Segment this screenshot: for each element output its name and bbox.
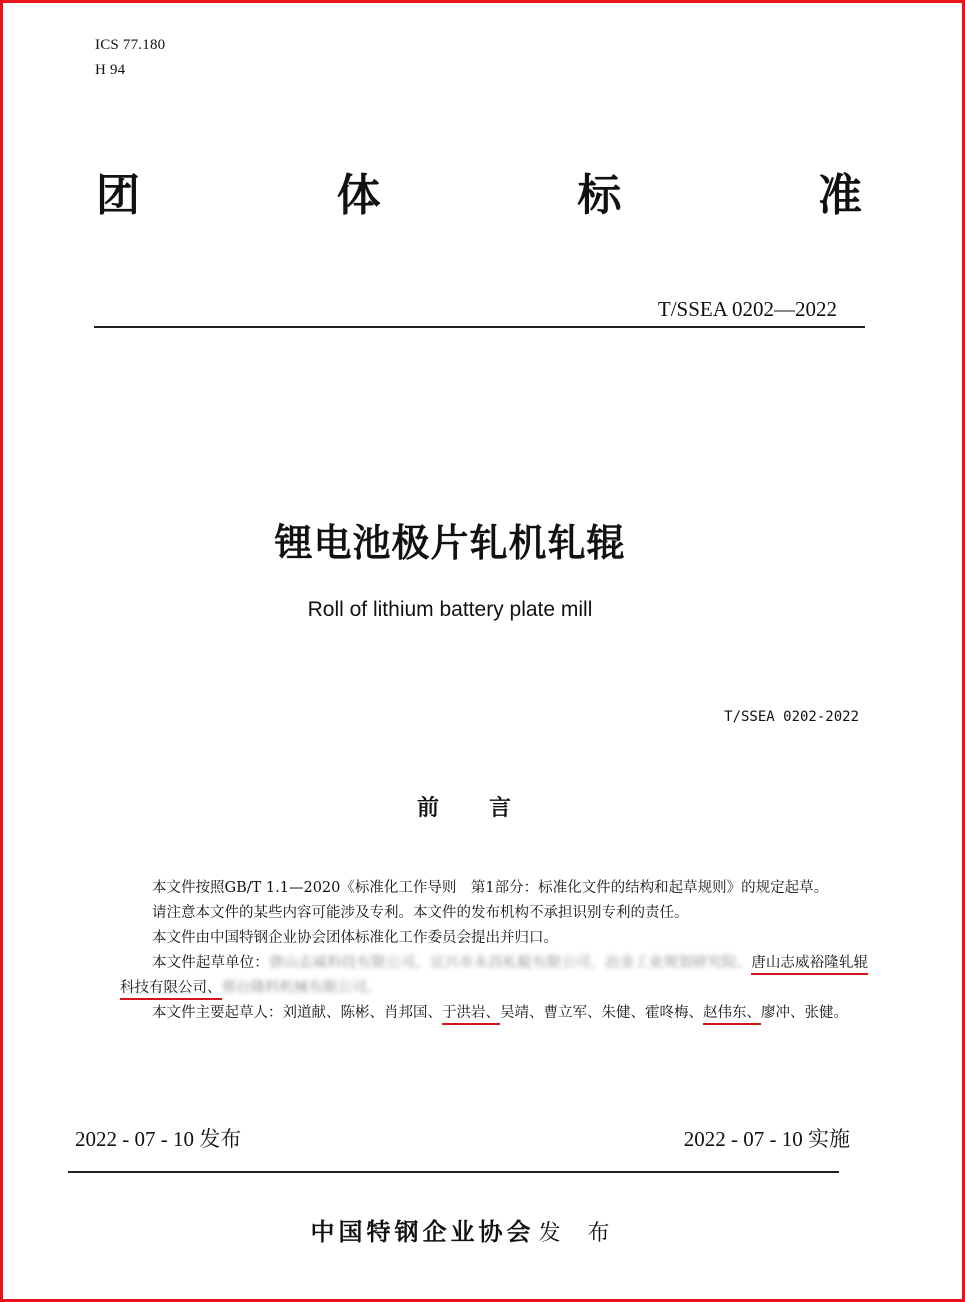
title-english: Roll of lithium battery plate mill (307, 598, 593, 621)
standard-type-char: 体 (336, 170, 381, 221)
standard-type-char: 团 (96, 170, 140, 221)
title-chinese: 锂电池极片轧机轧辊 (274, 521, 626, 565)
redacted-units: 唐山志威科技有限公司、宜兴市永昌轧辊有限公司、冶金工业规划研究院、 (268, 955, 752, 971)
header-divider (94, 326, 865, 328)
drafters-paragraph (120, 1001, 868, 1026)
footer-divider (68, 1171, 839, 1173)
redacted-units: 邢台隆科机械有限公司。 (221, 980, 381, 996)
publisher (0, 1212, 930, 1247)
foreword-heading: 前言 (416, 796, 561, 821)
drafters-prefix: 本文件主要起草人：刘道献、陈彬、肖邦国、 (152, 1005, 442, 1021)
highlighted-unit: 唐山志威裕隆轧辊科技有限公司、 (120, 955, 868, 1000)
implementation-date: 2022 - 07 - 10 实施 (683, 1127, 850, 1151)
drafters-suffix: 廖冲、张健。 (761, 1005, 848, 1021)
ics-code: ICS 77.180 (95, 37, 166, 53)
standard-type-char: 标 (577, 170, 622, 221)
drafters-middle: 吴靖、曹立军、朱健、霍咚梅、 (500, 1005, 703, 1021)
highlighted-drafter: 于洪岩、 (442, 1005, 500, 1025)
ccs-code: H 94 (95, 62, 126, 78)
foreword-paragraph: 本文件由中国特钢企业协会团体标准化工作委员会提出并归口。 (152, 930, 558, 946)
drafting-units-paragraph (120, 951, 868, 1001)
standard-type-heading (96, 168, 862, 224)
publisher-name: 中国特钢企业协会 (310, 1218, 535, 1246)
publisher-suffix: 发 布 (538, 1221, 620, 1246)
drafting-units-label: 本文件起草单位： (152, 955, 269, 971)
issue-date: 2022 - 07 - 10 发布 (75, 1127, 242, 1151)
foreword-paragraph: 本文件按照GB/T 1.1—2020《标准化工作导则 第1部分：标准化文件的结构和起草规则》的规定起草。 (152, 880, 829, 896)
standard-type-char: 准 (817, 170, 862, 221)
highlighted-drafter: 赵伟东、 (703, 1005, 761, 1025)
standard-number: T/SSEA 0202—2022 (657, 297, 837, 321)
foreword-body (120, 876, 868, 1026)
inner-standard-number: T/SSEA 0202-2022 (724, 709, 859, 725)
foreword-paragraph: 请注意本文件的某些内容可能涉及专利。本文件的发布机构不承担识别专利的责任。 (152, 905, 689, 921)
